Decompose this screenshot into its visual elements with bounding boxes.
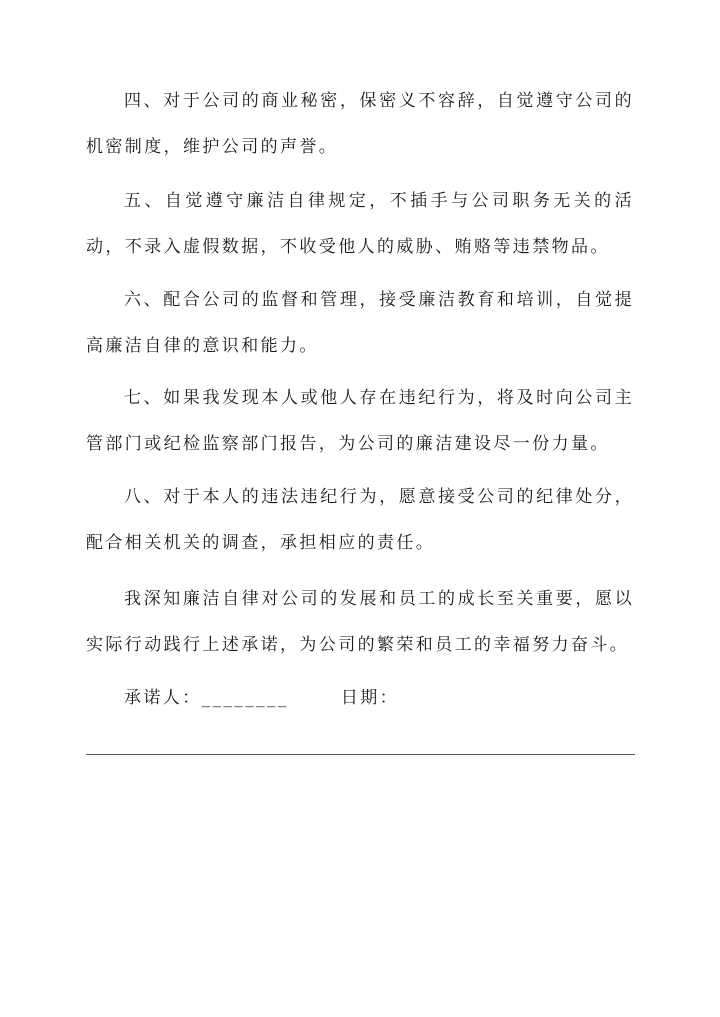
paragraph-6-supervision: 六、配合公司的监督和管理，接受廉洁教育和培训，自觉提高廉洁自律的意识和能力。 xyxy=(86,290,634,356)
signature-line xyxy=(124,683,399,713)
paragraph-5-integrity-rules: 五、自觉遵守廉洁自律规定，不插手与公司职务无关的活动，不录入虚假数据，不收受他人的威胁、贿赂等违禁物品。 xyxy=(86,191,634,257)
horizontal-divider xyxy=(86,754,635,755)
paragraph-closing-statement: 我深知廉洁自律对公司的发展和员工的成长至关重要，愿以实际行动践行上述承诺，为公司的繁荣和员工的幸福努力奋斗。 xyxy=(86,589,634,655)
paragraph-4-trade-secrets: 四、对于公司的商业秘密，保密义不容辞，自觉遵守公司的机密制度，维护公司的声誉。 xyxy=(86,91,634,157)
paragraph-8-discipline: 八、对于本人的违法违纪行为，愿意接受公司的纪律处分，配合相关机关的调查，承担相应的责任。 xyxy=(86,487,634,553)
paragraph-7-reporting: 七、如果我发现本人或他人存在违纪行为，将及时向公司主管部门或纪检监察部门报告，为公司的廉洁建设尽一份力量。 xyxy=(86,388,634,454)
date-label: 日期： xyxy=(340,688,400,708)
promiser-label: 承诺人：________ xyxy=(124,688,289,708)
